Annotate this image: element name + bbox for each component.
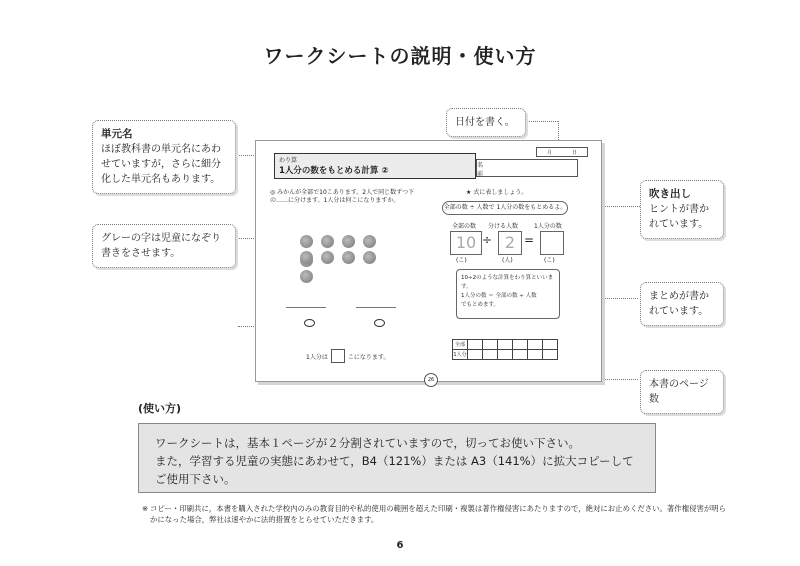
person-icon xyxy=(304,319,315,327)
fruit-icon xyxy=(300,235,313,248)
eq-unit: (こ) xyxy=(544,257,555,264)
answer-line xyxy=(306,349,389,363)
problem-text: ◎ みかんが全部で10こあります。2人で同じ数ずつ下の……に分けます。1人分は何こになりますか。 xyxy=(270,189,415,204)
unit-title-box xyxy=(274,153,476,179)
answer-grid xyxy=(452,339,558,360)
usage-line: ご使用下さい。 xyxy=(155,472,236,486)
answer-box xyxy=(331,349,345,363)
name-box xyxy=(476,159,578,177)
fruit-icon xyxy=(300,270,313,283)
callout-heading: 単元名 xyxy=(101,128,133,140)
fruit-icon xyxy=(321,251,334,264)
copyright-note xyxy=(142,503,730,525)
eq-unit: (こ) xyxy=(456,257,467,264)
answer-suffix: こになります。 xyxy=(347,353,390,361)
unit-heading: 1人分の数をもとめる計算 ② xyxy=(279,166,389,176)
callout-text: グレーの字は児童になぞり書きをさせます。 xyxy=(101,233,221,259)
page-badge: 26 xyxy=(424,373,438,387)
worksheet-preview xyxy=(255,140,602,382)
plate-line xyxy=(356,307,396,308)
grid-label: 1人分 xyxy=(453,350,468,360)
callout-heading: 吹き出し xyxy=(649,188,691,200)
eq-label: 1人分の数 xyxy=(534,223,562,230)
callout-text: ヒントが書かれています。 xyxy=(649,204,709,230)
eq-op: ÷ xyxy=(482,233,493,247)
answer-prefix: 1人分は xyxy=(306,353,328,361)
callout-text: まとめが書かれています。 xyxy=(649,291,709,317)
callout-page-count xyxy=(640,370,724,414)
callout-summary xyxy=(640,282,724,326)
usage-heading: (使い方) xyxy=(138,402,182,415)
callout-text: 日付を書く。 xyxy=(455,117,515,128)
date-label: 月 xyxy=(546,149,552,156)
callout-gray-text xyxy=(92,224,236,268)
eq-label: 分ける人数 xyxy=(488,223,519,230)
eq-op: = xyxy=(524,233,535,247)
summary-formula: 1人分の数 ＝ 全部の数 ÷ 人数 xyxy=(461,293,537,299)
page-number: 6 xyxy=(396,540,404,551)
fruit-icon xyxy=(321,235,334,248)
fruit-icon xyxy=(363,251,376,264)
person-icon xyxy=(374,319,385,327)
callout-text: ほぼ教科書の単元名にあわせていますが，さらに細分化した単元名もあります。 xyxy=(101,144,221,185)
eq-divisor: 2 xyxy=(498,231,522,255)
grid-label: 全部 xyxy=(453,340,468,350)
page-title: ワークシートの説明・使い方 xyxy=(263,44,537,68)
date-box xyxy=(536,147,588,157)
note-text: コピー・印刷共に，本書を購入された学校内のみの教育目的や私的使用の範囲を超えた印刷・複製は著作権侵害にあたりますので，絶対にお止めください。著作権侵害が明らかになった場合，弊社は速やかに法的措置をとらせていただきます。 xyxy=(150,504,727,524)
eq-unit: (人) xyxy=(502,257,513,264)
fruit-icon xyxy=(342,251,355,264)
star-line: ★ 式に表しましょう。 xyxy=(466,189,528,196)
summary-title: 10÷2のような計算をわり算といいます。 xyxy=(461,275,554,290)
fruit-row xyxy=(296,249,396,287)
callout-date xyxy=(446,108,526,137)
plate-line xyxy=(286,307,326,308)
fruit-icon xyxy=(363,235,376,248)
unit-ruby: わり算 xyxy=(279,157,298,164)
hint-bubble: 全部の数 ÷ 人数で 1人分の数をもとめるよ。 xyxy=(442,201,568,215)
eq-label: 全部の数 xyxy=(452,223,477,230)
eq-answer-box xyxy=(540,231,564,255)
usage-box xyxy=(138,423,656,493)
usage-line: ワークシートは，基本１ページが２分割されていますので，切ってお使い下さい。 xyxy=(155,436,581,450)
name-label: 名 xyxy=(477,162,484,169)
summary-tail: でもとめます。 xyxy=(461,302,500,308)
date-label: 日 xyxy=(571,149,577,156)
fruit-icon xyxy=(300,251,313,264)
callout-text: 本書のページ数 xyxy=(649,379,709,405)
summary-box xyxy=(456,269,560,319)
name-label: 前 xyxy=(477,171,484,178)
eq-dividend: 10 xyxy=(450,231,482,255)
callout-speech-bubble xyxy=(640,180,724,239)
callout-unit-name xyxy=(92,120,236,194)
usage-line: また，学習する児童の実態にあわせて，B4（121%）または A3（141%）に拡大コピーして xyxy=(155,454,634,468)
fruit-icon xyxy=(342,235,355,248)
note-mark: ※ xyxy=(142,504,149,513)
